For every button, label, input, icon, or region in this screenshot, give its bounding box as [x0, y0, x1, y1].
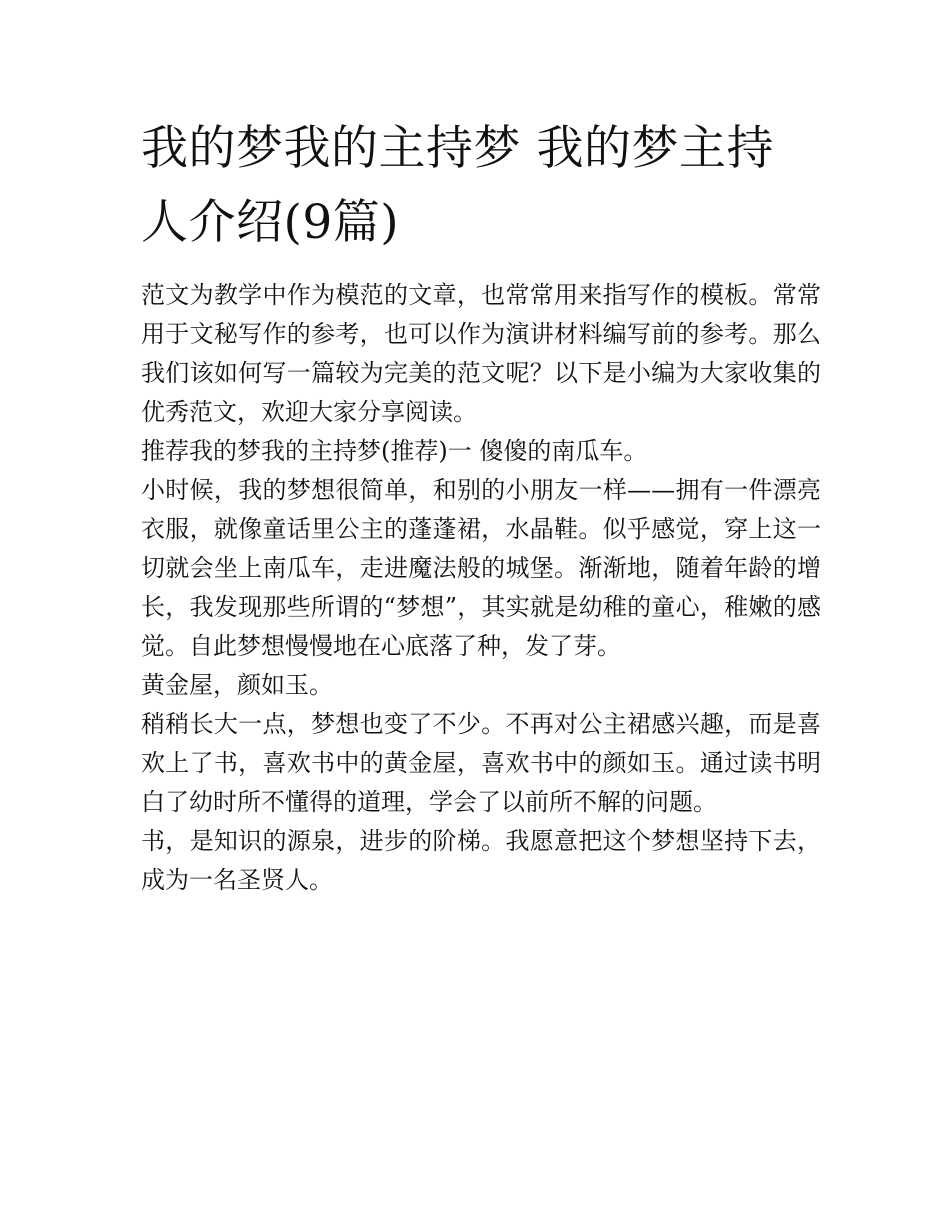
document-content [141, 112, 821, 900]
document-title: 我的梦我的主持梦 我的梦主持人介绍(9篇) [141, 121, 774, 250]
paragraph-heading-1: 推荐我的梦我的主持梦(推荐)一 傻傻的南瓜车。 [141, 437, 648, 465]
paragraph-intro: 范文为教学中作为模范的文章，也常常用来指写作的模板。常常用于文秘写作的参考，也可以作为演讲材料编写前的参考。那么我们该如何写一篇较为完美的范文呢？以下是小编为大家收集的优秀范文，欢迎大家分享阅读。 [141, 281, 821, 426]
paragraph-childhood: 小时候，我的梦想很简单，和别的小朋友一样——拥有一件漂亮衣服，就像童话里公主的蓬蓬裙，水晶鞋。似乎感觉，穿上这一切就会坐上南瓜车，走进魔法般的城堡。渐渐地，随着年龄的增长，我发现那些所谓的“梦想”，其实就是幼稚的童心，稚嫩的感觉。自此梦想慢慢地在心底落了种，发了芽。 [141, 476, 821, 660]
document-body [141, 276, 821, 900]
paragraph-growing-up: 稍稍长大一点，梦想也变了不少。不再对公主裙感兴趣，而是喜欢上了书，喜欢书中的黄金屋，喜欢书中的颜如玉。通过读书明白了幼时所不懂得的道理，学会了以前所不解的问题。 [141, 710, 821, 816]
paragraph-heading-2: 黄金屋，颜如玉。 [141, 671, 333, 699]
paragraph-books: 书，是知识的源泉，进步的阶梯。我愿意把这个梦想坚持下去，成为一名圣贤人。 [141, 827, 821, 894]
